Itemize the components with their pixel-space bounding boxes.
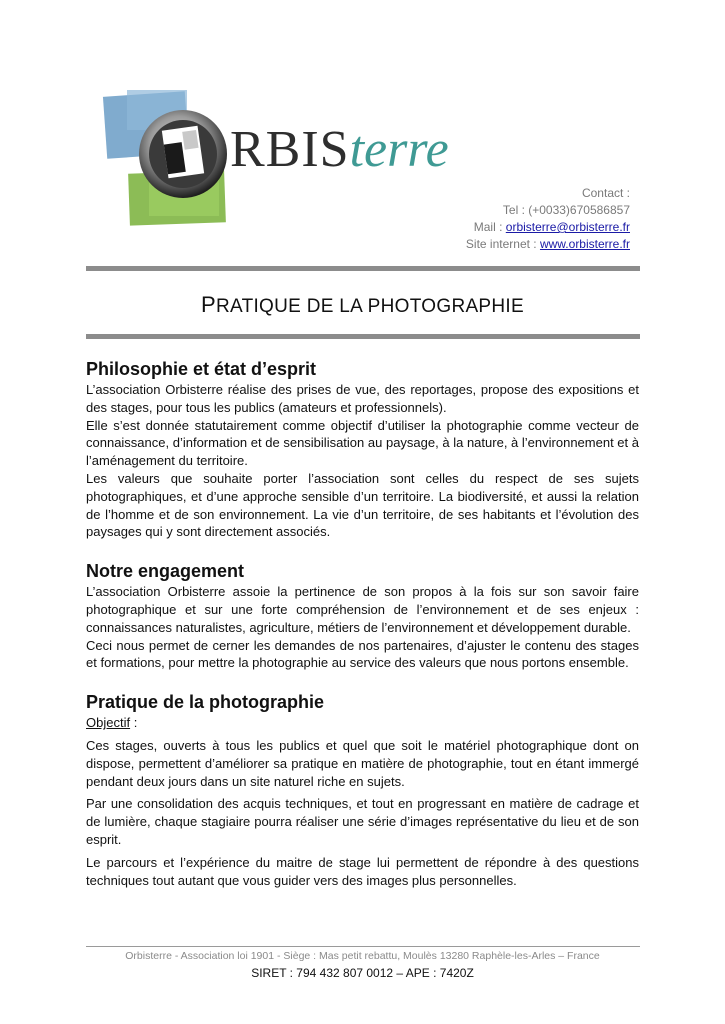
- section-pratique: [86, 690, 639, 889]
- paragraph: Elle s’est donnée statutairement comme objectif d’utiliser la photographie comme vecteur de connaissance, d’information et de sensibilisation au paysage, à la nature, à l’environnement et à l’aménagement du territoire.: [86, 417, 639, 469]
- contact-mail-link[interactable]: orbisterre@orbisterre.fr: [505, 220, 630, 234]
- contact-site: [466, 236, 630, 253]
- logo-emblem-icon: [97, 88, 237, 228]
- page-title-initial: P: [201, 292, 216, 317]
- paragraph: Ceci nous permet de cerner les demandes de nos partenaires, d’ajuster le contenu des stages et formations, pour mettre la photographie au service des valeurs que nous portons ensemble.: [86, 637, 639, 671]
- footer-address: Orbisterre - Association loi 1901 - Siège : Mas petit rebattu, Moulès 13280 Raphèle-les-Arles – France: [125, 950, 600, 962]
- section-heading: Notre engagement: [86, 561, 245, 582]
- contact-block: [466, 185, 630, 253]
- logo-wordmark: [230, 120, 449, 180]
- paragraph: Ces stages, ouverts à tous les publics et quel que soit le matériel photographique dont on dispose, permettent d’améliorer sa pratique en matière de photographie, tout en étant immergé pendant deux jours dans un site naturel riche en sujets.: [86, 737, 639, 789]
- paragraph: L’association Orbisterre réalise des prises de vue, des reportages, propose des expositions et des stages, pour tous les publics (amateurs et professionnels).: [86, 382, 639, 415]
- section-philosophie: [86, 357, 639, 541]
- title-bottom-rule: [86, 334, 640, 339]
- contact-label: Contact :: [581, 186, 630, 200]
- footer-siret: SIRET : 794 432 807 0012 – APE : 7420Z: [251, 966, 474, 980]
- objectif-label: Objectif: [86, 715, 131, 731]
- contact-site-prefix: Site internet :: [465, 237, 540, 251]
- paragraph: Par une consolidation des acquis techniques, et tout en progressant en matière de cadrage et de lumière, chaque stagiaire pourra réaliser une série d’images représentative du lieu et de son esprit.: [86, 796, 639, 847]
- footer-rule: [86, 946, 640, 947]
- title-top-rule: [86, 266, 640, 271]
- paragraph: Le parcours et l’expérience du maitre de stage lui permettent de répondre à des questions techniques tout autant que vous guider vers des images plus personnelles.: [86, 854, 639, 888]
- document-body: [86, 357, 639, 889]
- contact-site-link[interactable]: www.orbisterre.fr: [539, 237, 630, 251]
- logo-wordmark-part1: RBIS: [230, 121, 350, 178]
- orbisterre-logo: [97, 88, 487, 228]
- paragraph: L’association Orbisterre assoie la pertinence de son propos à la fois sur son savoir faire photographique et sur une forte compréhension de l’environnement et de ses enjeux : connaissances naturalistes, agriculture, métiers de l’environnement et développement durable.: [86, 584, 639, 635]
- logo-wordmark-part2: terre: [349, 121, 449, 178]
- section-heading: Pratique de la photographie: [86, 692, 325, 713]
- section-engagement: [86, 559, 639, 672]
- contact-mail-prefix: Mail :: [473, 220, 506, 234]
- contact-tel: Tel : (+0033)670586857: [502, 203, 630, 217]
- objectif-line: [86, 714, 639, 732]
- paragraph: Les valeurs que souhaite porter l’association sont celles du respect de ses sujets photographiques, et d’une approche sensible d’un territoire. La biodiversité, et aussi la relation de l’homme et de son environnement. La vie d’un territoire, de ses habitants et l’évolution des paysages qui y sont directement associés.: [86, 470, 639, 540]
- page-title-rest: RATIQUE DE LA PHOTOGRAPHIE: [215, 296, 524, 317]
- objectif-suffix: :: [130, 715, 138, 731]
- page-title: [0, 292, 725, 318]
- section-heading: Philosophie et état d’esprit: [86, 359, 317, 379]
- contact-mail: [466, 219, 630, 236]
